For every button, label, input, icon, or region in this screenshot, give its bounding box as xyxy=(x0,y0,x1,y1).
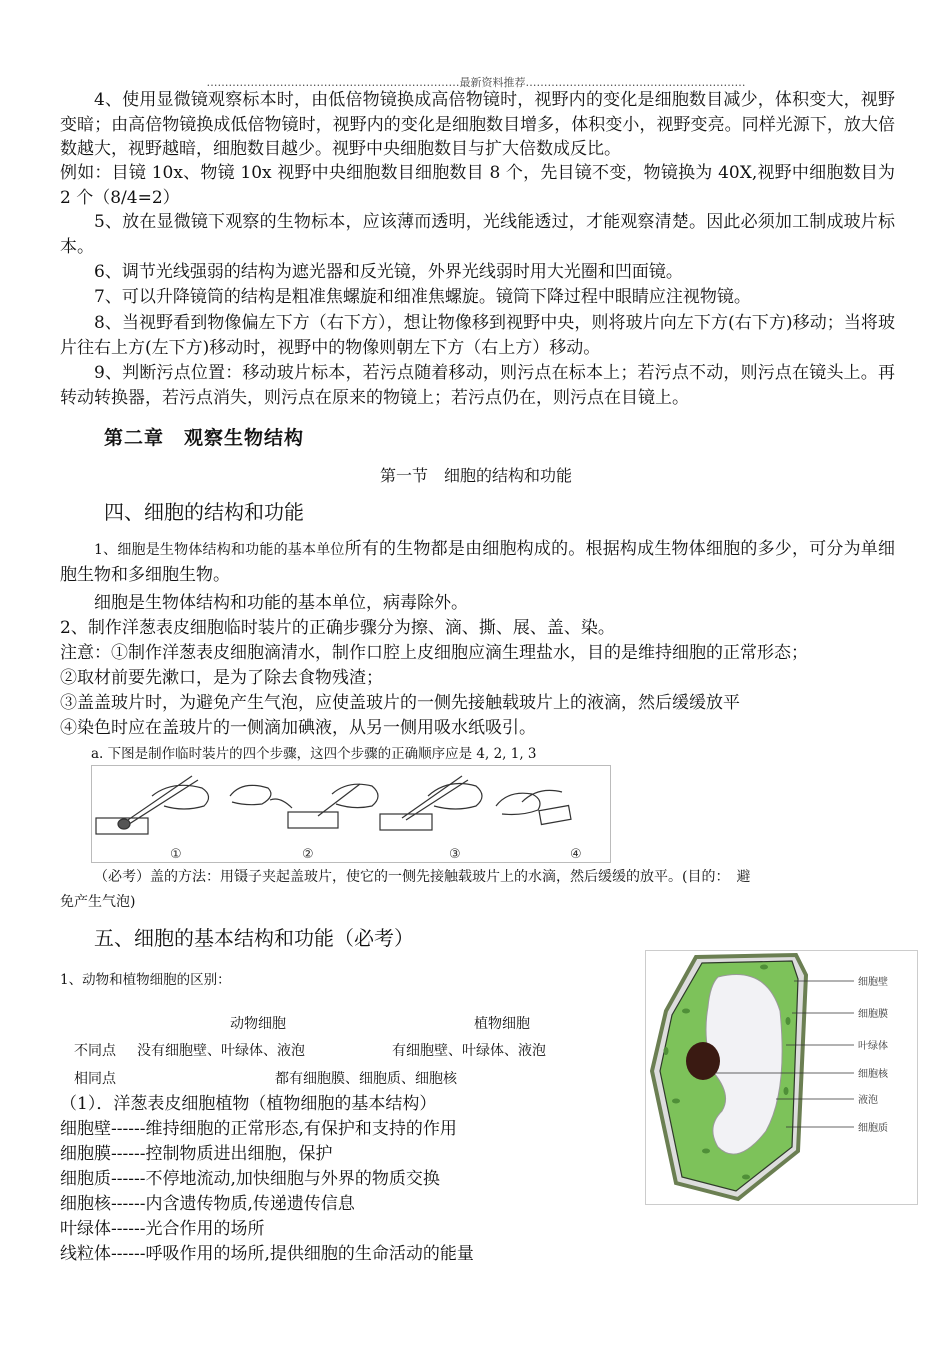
page-header: ……………………………………………………………最新资料推荐…………………………………………………… xyxy=(206,76,746,89)
nucleus xyxy=(686,1042,720,1080)
part4-heading: 四、细胞的结构和功能 xyxy=(104,500,304,524)
plant-cell-figure xyxy=(645,950,918,1205)
paragraph-4-example: 例如：目镜 10x、物镜 10x 视野中央细胞数目细胞数目 8 个，先目镜不变，物镜换为 40X,视野中细胞数目为 2 个（8/4=2） xyxy=(60,163,895,208)
structure-item: 细胞膜------控制物质进出细胞，保护 xyxy=(60,1144,333,1164)
sub-heading-1: （1）．洋葱表皮细胞植物（植物细胞的基本结构） xyxy=(60,1094,437,1114)
table-row-diff-label: 不同点 xyxy=(74,1043,116,1059)
step-label-2: ② xyxy=(302,847,314,862)
plant-cell-diagram xyxy=(646,951,917,1204)
label-cytoplasm: 细胞质 xyxy=(858,1123,888,1134)
step-label-3: ③ xyxy=(449,847,461,862)
label-nucleus: 细胞核 xyxy=(858,1069,888,1080)
chapter-title: 第二章 观察生物结构 xyxy=(104,427,305,449)
question-a: a. 下图是制作临时装片的四个步骤，这四个步骤的正确顺序应是 4, 2, 1, 3 xyxy=(91,746,537,762)
part4-item1-lead: 1、细胞是生物体结构和功能的基本单位 xyxy=(94,542,345,558)
label-vacuole: 液泡 xyxy=(858,1095,878,1106)
note-2: ②取材前要先漱口，是为了除去食物残渣； xyxy=(60,668,383,688)
paragraph-7: 7、可以升降镜筒的结构是粗准焦螺旋和细准焦螺旋。镜筒下降过程中眼睛应注视物镜。 xyxy=(94,287,751,307)
paragraph-8: 8、当视野看到物像偏左下方（右下方），想让物像移到视野中央，则将玻片向左下方(右下方)移动；当将玻片往右上方(左下方)移动时，视野中的物像则朝左下方（右上方）移动。 xyxy=(60,313,895,358)
paragraph-9: 9、判断污点位置：移动玻片标本，若污点随着移动，则污点在标本上；若污点不动，则污点在镜头上。再转动转换器，若污点消失，则污点在原来的物镜上；若污点仍在，则污点在目镜上。 xyxy=(60,363,895,408)
label-chloroplast: 叶绿体 xyxy=(858,1041,888,1052)
table-col-plant: 植物细胞 xyxy=(474,1016,530,1032)
table-row-diff-animal: 没有细胞壁、叶绿体、液泡 xyxy=(137,1043,305,1059)
structure-item: 细胞壁------维持细胞的正常形态,有保护和支持的作用 xyxy=(60,1119,457,1139)
paragraph-5: 5、放在显微镜下观察的生物标本，应该薄而透明，光线能透过，才能观察清楚。因此必须加工制成玻片标本。 xyxy=(60,212,895,257)
note-1: 注意：①制作洋葱表皮细胞滴清水，制作口腔上皮细胞应滴生理盐水，目的是维持细胞的正常形态； xyxy=(60,643,808,663)
paragraph-4: 4、使用显微镜观察标本时，由低倍物镜换成高倍物镜时，视野内的变化是细胞数目减少，体积变大，视野变暗；由高倍物镜换成低倍物镜时，视野内的变化是细胞数目增多，体积变小，视野变亮。同样光源下，放大倍数越大，视野越暗，细胞数目越少。视野中央细胞数目与扩大倍数成反比。 xyxy=(60,90,895,159)
diff-title: 1、动物和植物细胞的区别： xyxy=(60,972,231,988)
paragraph-6: 6、调节光线强弱的结构为遮光器和反光镜，外界光线弱时用大光圈和凹面镜。 xyxy=(94,262,683,282)
part4-item2: 2、制作洋葱表皮细胞临时装片的正确步骤分为擦、滴、撕、展、盖、染。 xyxy=(60,618,615,638)
table-row-same-value: 都有细胞膜、细胞质、细胞核 xyxy=(275,1071,457,1087)
structure-item: 细胞质------不停地流动,加快细胞与外界的物质交换 xyxy=(60,1169,440,1189)
part4-item1-rest: 所有的生物都是由细胞构成的。根据构成生物体细胞的多少，可分为单细胞生物和多细胞生物。 xyxy=(60,539,896,585)
table-row-same-label: 相同点 xyxy=(74,1071,116,1087)
structure-item: 线粒体------呼吸作用的场所,提供细胞的生命活动的能量 xyxy=(60,1244,474,1264)
structure-item: 叶绿体------光合作用的场所 xyxy=(60,1219,265,1239)
part4-item1 xyxy=(60,537,895,587)
cover-method-line1: （必考）盖的方法：用镊子夹起盖玻片，使它的一侧先接触载玻片上的水滴，然后缓缓的放平。(目的： 避 xyxy=(94,869,751,885)
structure-item: 细胞核------内含遗传物质,传递遗传信息 xyxy=(60,1194,355,1214)
slide-steps-illustration xyxy=(92,766,610,862)
section-title: 第一节 细胞的结构和功能 xyxy=(380,466,573,485)
label-cell-membrane: 细胞膜 xyxy=(858,1009,888,1020)
note-3: ③盖盖玻片时，为避免产生气泡，应使盖玻片的一侧先接触载玻片上的液滴，然后缓缓放平 xyxy=(60,693,740,713)
step-label-4: ④ xyxy=(570,847,582,862)
part4-item1b: 细胞是生物体结构和功能的基本单位，病毒除外。 xyxy=(94,593,468,613)
note-4: ④染色时应在盖玻片的一侧滴加碘液，从另一侧用吸水纸吸引。 xyxy=(60,718,536,738)
slide-steps-figure xyxy=(91,765,611,863)
label-cell-wall: 细胞壁 xyxy=(858,977,888,988)
part5-heading: 五、细胞的基本结构和功能（必考） xyxy=(94,926,414,950)
table-row-diff-plant: 有细胞壁、叶绿体、液泡 xyxy=(392,1043,546,1059)
cover-method-line2: 免产生气泡) xyxy=(60,894,136,910)
table-col-animal: 动物细胞 xyxy=(230,1016,286,1032)
step-label-1: ① xyxy=(170,847,182,862)
